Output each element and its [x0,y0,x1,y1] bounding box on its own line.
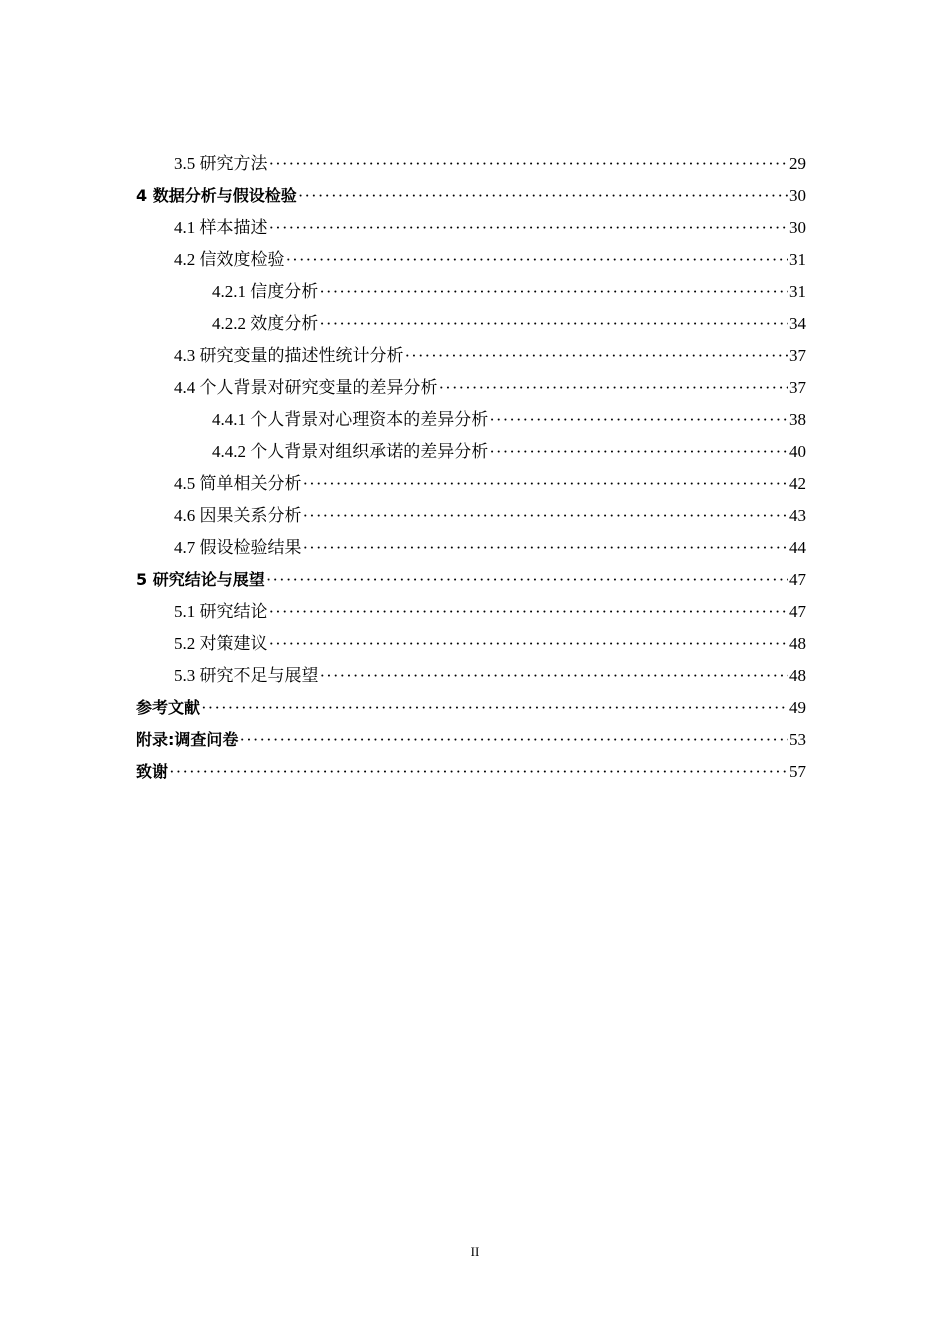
toc-entry-title: 4.4 个人背景对研究变量的差异分析 [174,378,438,397]
toc-dot-leader [489,404,788,436]
toc-entry-4-1[interactable] [136,212,806,244]
toc-entry-title: 4.4.1 个人背景对心理资本的差异分析 [212,410,489,429]
toc-entry-4-3[interactable] [136,340,806,372]
toc-entry-acknowledgements[interactable] [136,756,806,788]
toc-entry-5-1[interactable] [136,596,806,628]
toc-entry-page: 49 [789,698,806,717]
toc-entry-4-5[interactable] [136,468,806,500]
toc-entry-title: 3.5 研究方法 [174,154,268,173]
toc-entry-page: 37 [789,346,806,365]
toc-entry-5[interactable] [136,564,806,596]
toc-entry-title: 5.3 研究不足与展望 [174,666,319,685]
toc-dot-leader [439,372,789,404]
toc-entry-5-3[interactable] [136,660,806,692]
toc-entry-title: 4.2.2 效度分析 [212,314,319,333]
toc-entry-page: 38 [789,410,806,429]
toc-entry-page: 53 [789,730,806,749]
toc-entry-title: 4.5 简单相关分析 [174,474,302,493]
toc-entry-page: 31 [789,250,806,269]
toc-entry-title: 5.2 对策建议 [174,634,268,653]
toc-entry-page: 30 [789,218,806,237]
toc-entry-page: 34 [789,314,806,333]
toc-dot-leader [266,564,788,596]
toc-entry-page: 48 [789,666,806,685]
toc-entry-4-6[interactable] [136,500,806,532]
toc-entry-page: 47 [789,602,806,621]
toc-entry-4-4[interactable] [136,372,806,404]
toc-entry-page: 40 [789,442,806,461]
toc-dot-leader [320,660,789,692]
table-of-contents [136,148,806,788]
toc-entry-title: 4 数据分析与假设检验 [136,186,297,205]
toc-dot-leader [405,340,789,372]
toc-entry-5-2[interactable] [136,628,806,660]
toc-dot-leader [201,692,788,724]
toc-dot-leader [303,500,789,532]
toc-entry-4-4-1[interactable] [136,404,806,436]
toc-entry-4-7[interactable] [136,532,806,564]
toc-dot-leader [319,308,788,340]
toc-entry-4-2-2[interactable] [136,308,806,340]
toc-entry-title: 致谢 [136,762,169,781]
toc-entry-page: 30 [789,186,806,205]
toc-entry-page: 31 [789,282,806,301]
toc-entry-appendix[interactable] [136,724,806,756]
toc-dot-leader [489,436,788,468]
toc-entry-page: 47 [789,570,806,589]
toc-entry-3-5[interactable] [136,148,806,180]
toc-entry-page: 37 [789,378,806,397]
toc-dot-leader [269,628,789,660]
toc-dot-leader [169,756,788,788]
toc-entry-references[interactable] [136,692,806,724]
toc-dot-leader [269,212,789,244]
toc-dot-leader [286,244,789,276]
toc-entry-4-2-1[interactable] [136,276,806,308]
toc-entry-page: 57 [789,762,806,781]
toc-dot-leader [269,596,789,628]
toc-entry-4-2[interactable] [136,244,806,276]
toc-entry-title: 4.2 信效度检验 [174,250,285,269]
toc-entry-page: 44 [789,538,806,557]
toc-entry-title: 5 研究结论与展望 [136,570,265,589]
toc-entry-4[interactable] [136,180,806,212]
toc-dot-leader [239,724,788,756]
toc-entry-page: 42 [789,474,806,493]
toc-entry-title: 4.4.2 个人背景对组织承诺的差异分析 [212,442,489,461]
toc-dot-leader [303,468,789,500]
toc-entry-title: 4.2.1 信度分析 [212,282,319,301]
toc-entry-4-4-2[interactable] [136,436,806,468]
toc-entry-title: 附录:调查问卷 [136,730,239,749]
toc-entry-page: 48 [789,634,806,653]
toc-entry-page: 29 [789,154,806,173]
toc-entry-title: 4.6 因果关系分析 [174,506,302,525]
page-number: II [470,1244,480,1259]
toc-dot-leader [298,180,788,212]
toc-entry-title: 4.1 样本描述 [174,218,268,237]
toc-entry-title: 4.3 研究变量的描述性统计分析 [174,346,404,365]
toc-entry-page: 43 [789,506,806,525]
toc-dot-leader [303,532,789,564]
toc-dot-leader [269,148,789,180]
toc-dot-leader [319,276,788,308]
toc-entry-title: 参考文献 [136,698,201,717]
toc-entry-title: 5.1 研究结论 [174,602,268,621]
toc-entry-title: 4.7 假设检验结果 [174,538,302,557]
